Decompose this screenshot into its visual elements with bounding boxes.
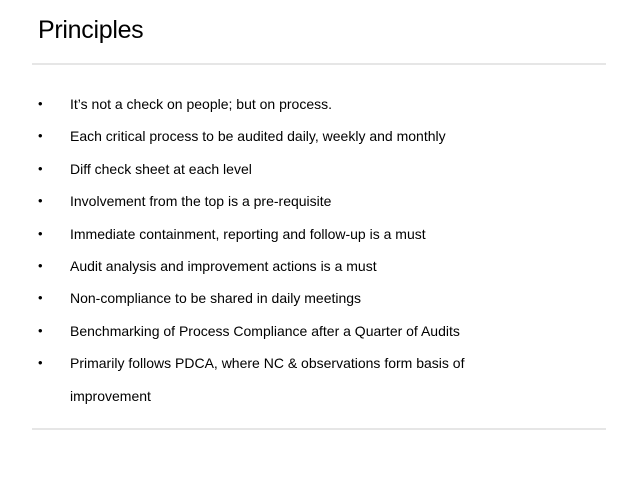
bullet-point-icon: • bbox=[38, 355, 43, 371]
bullet-text: Audit analysis and improvement actions is a must bbox=[70, 257, 377, 274]
bullet-point-icon: • bbox=[38, 96, 43, 111]
bullet-point-icon: • bbox=[38, 193, 43, 209]
bullet-text: Non-compliance to be shared in daily meetings bbox=[70, 290, 362, 307]
bullet-text: It’s not a check on people; but on process. bbox=[70, 96, 333, 112]
bullet-text: Each critical process to be audited daily, weekly and monthly bbox=[70, 128, 446, 145]
bullet-item bbox=[0, 218, 540, 250]
bullet-item bbox=[0, 120, 540, 152]
bullet-text: Involvement from the top is a pre-requisite bbox=[70, 193, 332, 210]
bullet-text: Diff check sheet at each level bbox=[70, 160, 252, 177]
title-divider bbox=[32, 63, 606, 65]
bullet-item bbox=[0, 153, 540, 185]
bullet-point-icon: • bbox=[38, 128, 43, 144]
slide-title: Principles bbox=[38, 16, 144, 44]
bullet-item bbox=[0, 250, 540, 282]
bullet-text: Benchmarking of Process Compliance after a Quarter of Audits bbox=[70, 322, 460, 339]
bullet-item bbox=[0, 88, 540, 120]
bullet-item bbox=[0, 185, 540, 217]
bullet-point-icon: • bbox=[38, 322, 43, 338]
bullet-list bbox=[0, 88, 540, 412]
bullet-item bbox=[0, 347, 540, 412]
bullet-point-icon: • bbox=[38, 225, 43, 241]
bullet-item bbox=[0, 282, 540, 314]
bullet-point-icon: • bbox=[38, 160, 43, 176]
bullet-point-icon: • bbox=[38, 257, 43, 273]
bullet-point-icon: • bbox=[38, 290, 43, 306]
bullet-text: Primarily follows PDCA, where NC & observations form basis of improvement bbox=[70, 355, 465, 404]
bullet-text: Immediate containment, reporting and follow-up is a must bbox=[70, 225, 426, 242]
footer-divider bbox=[32, 428, 606, 430]
bullet-item bbox=[0, 315, 540, 347]
